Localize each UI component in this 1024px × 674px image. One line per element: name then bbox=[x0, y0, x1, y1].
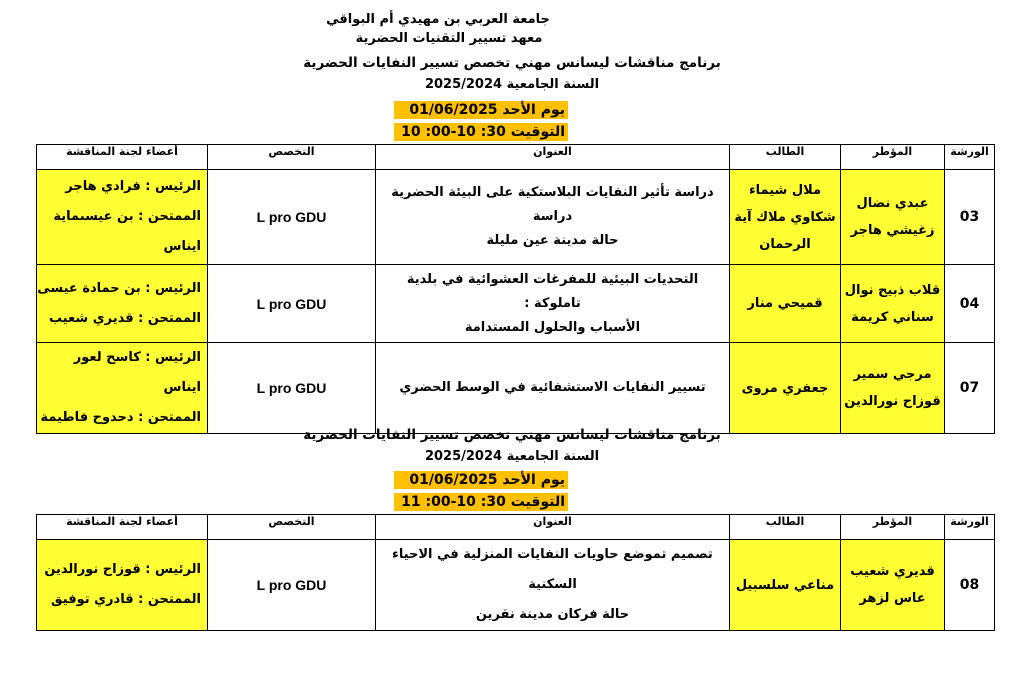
jury-examiner: الممتحن : بن عيسىماية bbox=[53, 209, 201, 224]
academic-year: السنة الجامعية 2025/2024 bbox=[424, 77, 600, 92]
supervisor-cell bbox=[841, 540, 945, 631]
col-student: الطالب bbox=[730, 145, 841, 170]
university-name: جامعة العربي بن مهيدي أم البواقي bbox=[326, 12, 550, 27]
workshop-number: 04 bbox=[945, 265, 995, 343]
jury-examiner: الممتحن : قديري شعيب bbox=[48, 310, 201, 326]
col-supervisor: المؤطر bbox=[841, 145, 945, 170]
col-specialty: التخصص bbox=[208, 145, 376, 170]
title-line: حالة فركان مدينة نقرين bbox=[475, 607, 630, 622]
jury-examiner: الممتحن : قادري توفيق bbox=[51, 592, 201, 607]
thesis-title bbox=[376, 170, 730, 265]
jury-president: الرئيس : قوزاح نورالدين bbox=[44, 562, 201, 577]
specialty: L pro GDU bbox=[208, 265, 376, 343]
title-line: تسيير النفايات الاستشفائية في الوسط الحضري bbox=[399, 380, 706, 395]
jury-examiner-cont: ايناس bbox=[163, 239, 201, 254]
col-workshop: الورشة bbox=[945, 145, 995, 170]
table-header-row bbox=[37, 515, 995, 540]
title-line: تصميم تموضع حاويات النفايات المنزلية في الاحياء السكنية bbox=[392, 547, 713, 592]
table-header-row bbox=[37, 145, 995, 170]
workshop-number: 03 bbox=[945, 170, 995, 265]
supervisor-name: قلاب ذبيح نوال bbox=[844, 282, 941, 298]
specialty: L pro GDU bbox=[208, 343, 376, 434]
supervisor-name: مرجي سمير bbox=[853, 367, 932, 382]
student-name: قميحي منار bbox=[747, 296, 823, 311]
col-title: العنوان bbox=[376, 145, 730, 170]
session-time: التوقيت 30: 10-00: 10 bbox=[394, 123, 568, 141]
student-name: جعفري مروى bbox=[741, 380, 829, 396]
workshop-number: 07 bbox=[945, 343, 995, 434]
jury-examiner: الممتحن : دحدوح فاطيمة bbox=[40, 410, 201, 425]
col-student: الطالب bbox=[730, 515, 841, 540]
jury-cell bbox=[37, 265, 208, 343]
specialty: L pro GDU bbox=[208, 540, 376, 631]
table-row bbox=[37, 170, 995, 265]
col-supervisor: المؤطر bbox=[841, 515, 945, 540]
jury-cell bbox=[37, 343, 208, 434]
title-line: الأسباب والحلول المستدامة bbox=[464, 319, 641, 335]
col-workshop: الورشة bbox=[945, 515, 995, 540]
student-cell bbox=[730, 343, 841, 434]
session-time: التوقيت 30: 10-00: 11 bbox=[394, 493, 568, 511]
jury-president: الرئيس : كاسح لعور ايناس bbox=[73, 350, 201, 395]
supervisor-cell bbox=[841, 343, 945, 434]
supervisor-name: سناني كريمة bbox=[851, 309, 934, 325]
supervisor-cell bbox=[841, 170, 945, 265]
student-name: الرحمان bbox=[759, 236, 811, 252]
jury-cell bbox=[37, 540, 208, 631]
program-title: برنامج مناقشات ليسانس مهني تخصص تسيير النفايات الحضرية bbox=[303, 427, 721, 443]
academic-year: السنة الجامعية 2025/2024 bbox=[424, 449, 600, 464]
title-line: حالة مدينة عين مليلة bbox=[486, 233, 619, 248]
title-line: التحديات البيئية للمفرغات العشوائية في بلدية تاملوكة : bbox=[406, 271, 699, 311]
title-line: دراسة تأثير النفايات البلاستكية على البيئة الحضرية دراسة bbox=[391, 185, 714, 224]
supervisor-name: عبدي نضال bbox=[856, 196, 929, 211]
supervisor-name: قديري شعيب bbox=[850, 564, 935, 579]
col-jury: أعضاء لجنة المناقشة bbox=[37, 515, 208, 540]
schedule-table bbox=[36, 514, 995, 631]
table-row bbox=[37, 343, 995, 434]
student-name: مناعي سلسبيل bbox=[735, 577, 835, 593]
jury-president: الرئيس : بن حمادة عيسى bbox=[37, 280, 201, 296]
supervisor-name: قوزاح نورالدين bbox=[844, 394, 941, 409]
supervisor-name: زغيشي هاجر bbox=[850, 223, 935, 238]
col-jury: أعضاء لجنة المناقشة bbox=[37, 145, 208, 170]
thesis-title bbox=[376, 540, 730, 631]
specialty: L pro GDU bbox=[208, 170, 376, 265]
session-date: يوم الأحد 01/06/2025 bbox=[394, 471, 568, 489]
program-title: برنامج مناقشات ليسانس مهني تخصص تسيير النفايات الحضرية bbox=[303, 55, 721, 71]
student-cell bbox=[730, 540, 841, 631]
table-row bbox=[37, 540, 995, 631]
jury-cell bbox=[37, 170, 208, 265]
session-date: يوم الأحد 01/06/2025 bbox=[394, 101, 568, 119]
institute-name: معهد تسيير التقنيات الحضرية bbox=[355, 31, 543, 46]
workshop-number: 08 bbox=[945, 540, 995, 631]
student-name: شكاوي ملاك آية bbox=[734, 209, 836, 225]
schedule-table bbox=[36, 144, 995, 434]
supervisor-cell bbox=[841, 265, 945, 343]
student-name: ملال شيماء bbox=[748, 182, 822, 198]
table-row bbox=[37, 265, 995, 343]
col-title: العنوان bbox=[376, 515, 730, 540]
supervisor-name: عاس لزهر bbox=[859, 591, 926, 606]
thesis-title bbox=[376, 343, 730, 434]
student-cell bbox=[730, 265, 841, 343]
thesis-title bbox=[376, 265, 730, 343]
student-cell bbox=[730, 170, 841, 265]
jury-president: الرئيس : فرادي هاجر bbox=[65, 179, 201, 194]
col-specialty: التخصص bbox=[208, 515, 376, 540]
